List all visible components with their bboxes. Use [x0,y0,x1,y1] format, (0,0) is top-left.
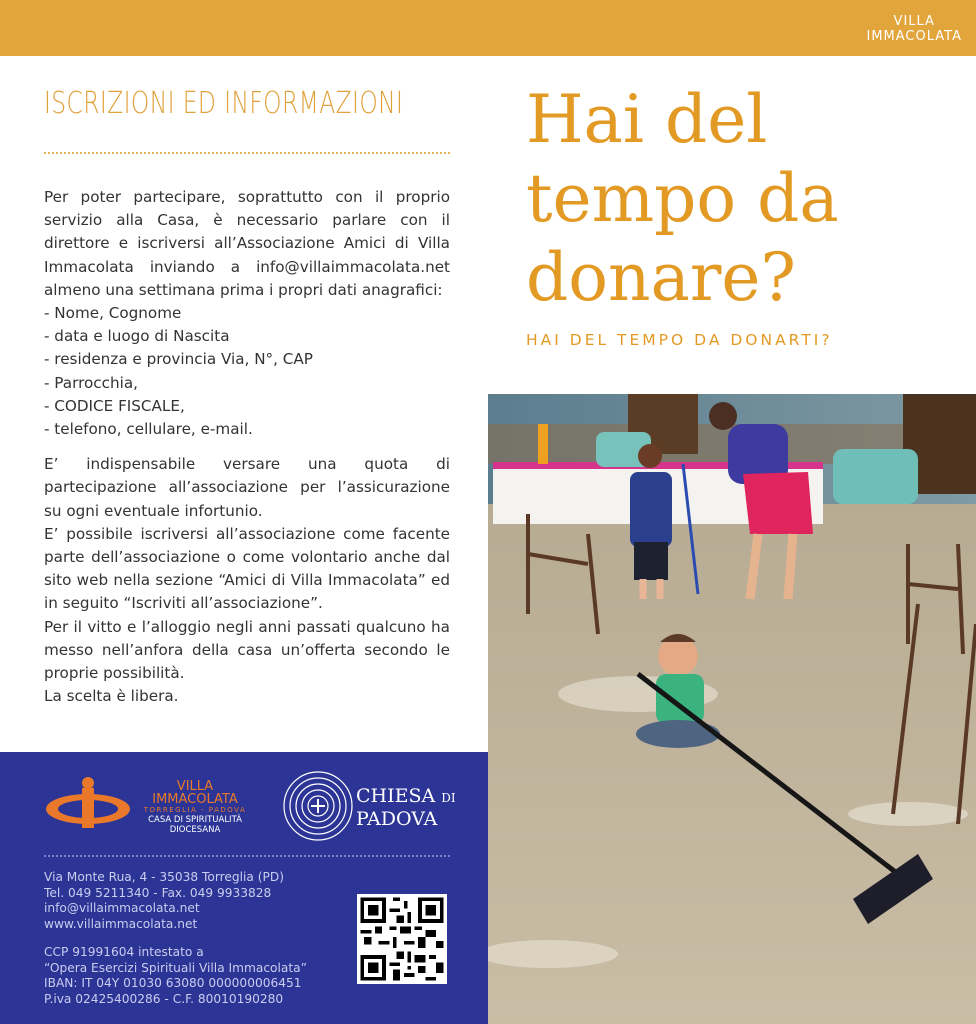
vat-fiscal-code: P.iva 02425400286 - C.F. 80010190280 [44,991,284,1006]
dotted-divider [44,152,450,154]
qr-code-icon[interactable] [357,894,447,984]
brand-line-2: IMMACOLATA [866,29,962,44]
list-item: - Nome, Cognome [44,304,182,323]
chiesa-di-padova-logo-icon [280,766,360,846]
photo-children-sweeping [488,394,976,1024]
offering-paragraph: Per il vitto e l’alloggio negli anni passati qualcuno ha messo nell’anfora della casa un’offerta secondo le proprie possibilità. [44,617,450,683]
cp-logo-word: DI [441,791,456,805]
vi-logo-line: VILLA [176,779,214,794]
address: Via Monte Rua, 4 - 35038 Torreglia (PD) [44,870,285,884]
phone-fax: Tel. 049 5211340 - Fax. 049 9933828 [44,885,272,900]
list-item: - telefono, cellulare, e-mail. [44,420,253,439]
vi-logo-line: IMMACOLATA [152,792,238,807]
headline-line-3: donare? [526,239,796,316]
vi-logo-line: CASA DI SPIRITUALITÀ [148,815,242,825]
chiesa-di-padova-logo-text [356,786,456,830]
cp-logo-word: CHIESA [356,785,436,807]
list-item: - CODICE FISCALE, [44,396,185,415]
subheadline: HAI DEL TEMPO DA DONARTI? [526,331,833,349]
brand-label [867,14,963,44]
headline [526,80,966,317]
insurance-paragraph: E’ indispensabile versare una quota di partecipazione all’associazione per l’assicurazione su ogni eventuale infortunio. [44,455,450,520]
required-data-list [44,302,450,441]
vi-logo-line: TORREGLIA - PADOVA [143,806,247,814]
ccp: CCP 91991604 intestato a [44,945,204,959]
registration-paragraph: E’ possibile iscriversi all’associazione come facente parte dell’associazione o come volontario anche dal sito web nella sezione “Amici di Villa Immacolata” ed in seguito “Iscriviti all’associazione”. [44,524,450,613]
cp-logo-word: PADOVA [356,808,438,830]
iban: IBAN: IT 04Y 01030 63080 000000006451 [44,976,302,990]
list-item: - data e luogo di Nascita [44,327,230,346]
list-item: - Parrocchia, [44,373,138,392]
top-banner [0,0,976,56]
headline-line-2: tempo da [526,160,839,237]
headline-line-1: Hai del [526,81,768,158]
email-link[interactable]: info@villaimmacolata.net [44,901,200,915]
free-choice-paragraph: La scelta è libera. [44,687,179,706]
info-body [44,186,450,708]
ccp-holder: “Opera Esercizi Spirituali Villa Immacolata” [44,960,307,975]
intro-paragraph: Per poter partecipare, soprattutto con il proprio servizio alla Casa, è necessario parlare con il direttore e iscriversi all’Associazione Amici di Villa Immacolata inviando a info@villaimmacolata.net almeno una settimana prima i propri dati anagrafici: [44,188,450,299]
section-title: ISCRIZIONI ED INFORMAZIONI [44,86,404,121]
footer-dotted-divider [44,855,450,857]
brand-line-1: VILLA [893,14,935,29]
contact-info [44,870,354,1007]
website-link[interactable]: www.villaimmacolata.net [44,916,198,931]
villa-immacolata-logo-text [140,780,250,835]
list-item: - residenza e provincia Via, N°, CAP [44,350,313,369]
vi-logo-line: DIOCESANA [169,825,221,835]
